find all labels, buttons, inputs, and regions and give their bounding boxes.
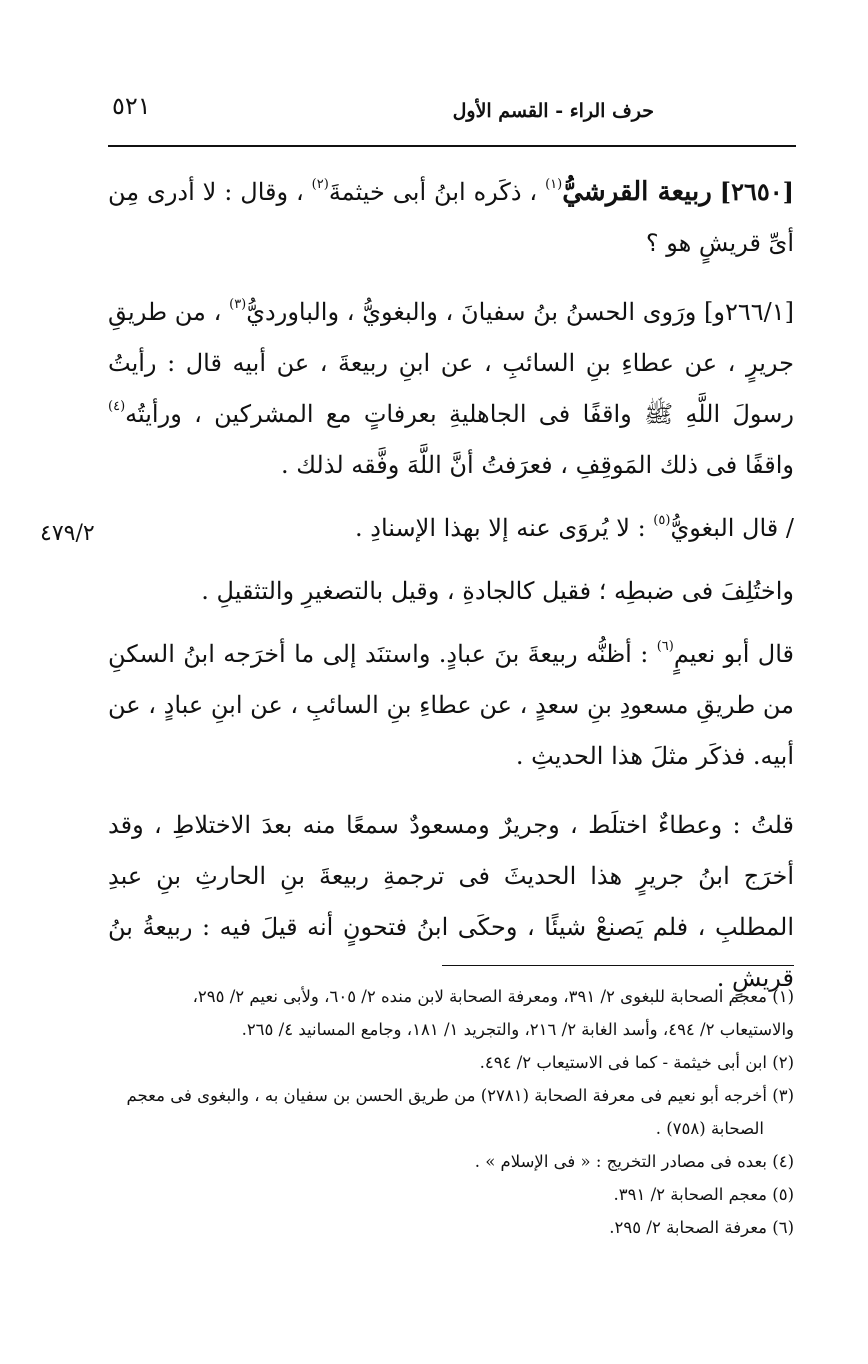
text-run: واقفًا فى ذلك المَوقِفِ ، فعرَفتُ أنَّ اللَّهَ وفَّقه لذلك . xyxy=(280,451,794,479)
footnote: (١) معجم الصحابة للبغوى ٢/ ٣٩١، ومعرفة الصحابة لابن منده ٢/ ٦٠٥، ولأبى نعيم ٢/ ٢٩٥، xyxy=(192,987,794,1006)
paragraph xyxy=(108,503,794,554)
footnote: (٥) معجم الصحابة ٢/ ٣٩١. xyxy=(613,1185,794,1204)
footnote-marker: (١) xyxy=(545,177,563,192)
chapter-title: حرف الراء - القسم الأول xyxy=(452,100,654,122)
footnotes xyxy=(100,980,794,1244)
entry-heading-paragraph xyxy=(108,166,794,269)
paragraph xyxy=(108,287,794,491)
entry-text xyxy=(108,166,794,1004)
footnote-marker: (٦) xyxy=(656,639,674,654)
text-run: ، من طريقِ جريرٍ ، عن عطاءِ بنِ السائبِ ، عن ابنِ ربيعةَ ، عن أبيه قال : رأيتُ رسولَ اللَّهِ ﷺ واقفًا فى الجاهليةِ بعرفاتٍ مع المشركين ، ورأيتُه xyxy=(108,298,794,428)
footnote: (٢) ابن أبى خيثمة - كما فى الاستيعاب ٢/ ٤٩٤. xyxy=(479,1053,794,1072)
text-run: / قال البغويُّ xyxy=(670,514,794,542)
footnote-marker: (٣) xyxy=(229,297,247,312)
text-run: : لا يُروَى عنه إلا بهذا الإسنادِ . xyxy=(355,514,646,542)
running-header xyxy=(108,92,794,132)
page-number: ٥٢١ xyxy=(112,92,151,120)
entry-name: ربيعة القرشيُّ xyxy=(562,177,712,207)
paragraph: قلتُ : وعطاءٌ اختلَط ، وجريرٌ ومسعودٌ سمعًا منه بعدَ الاختلاطِ ، وقد أخرَج ابنُ جريرٍ هذا الحديثَ فى ترجمةِ ربيعةَ بنِ الحارثِ بنِ عبدِ المطلبِ ، فلم يَصنعْ شيئًا ، وحكَى ابنُ فتحونٍ أنه قيلَ فيه : ربيعةُ بنُ قريشٍ . xyxy=(108,811,794,992)
footnote: (٤) بعده فى مصادر التخريج : « فى الإسلام » . xyxy=(474,1152,794,1171)
entry-number: [٢٦٥٠] xyxy=(719,177,794,206)
footnote-marker: (٥) xyxy=(653,513,671,528)
text-run: ، ذكَره ابنُ أبى خيثمةَ xyxy=(328,178,538,206)
header-rule xyxy=(108,145,796,147)
footnote: (٦) معرفة الصحابة ٢/ ٢٩٥. xyxy=(609,1218,794,1237)
footnote-continuation: الصحابة (٧٥٨) . xyxy=(655,1119,764,1138)
footnote-marker: (٤) xyxy=(108,399,126,414)
text-run: [٢٦٦/١و] ورَوى الحسنُ بنُ سفيانَ ، والبغويُّ ، والباورديُّ xyxy=(246,298,794,326)
margin-reference: ٤٧٩/٢ xyxy=(40,521,95,546)
text-run: قال أبو نعيمٍ xyxy=(673,640,795,668)
footnote-rule xyxy=(442,965,794,966)
paragraph: واختُلِفَ فى ضبطِه ؛ فقيل كالجادةِ ، وقيل بالتصغيرِ والتثقيلِ . xyxy=(201,577,794,605)
footnote-continuation: والاستيعاب ٢/ ٤٩٤، وأسد الغابة ٢/ ٢١٦، والتجريد ١/ ١٨١، وجامع المسانيد ٤/ ٢٦٥. xyxy=(241,1020,794,1039)
text-run: ، وقال : لا أدرى مِن أىِّ قريشٍ هو ؟ xyxy=(108,178,794,257)
paragraph xyxy=(108,629,794,782)
text-run: : أظنُّه ربيعةَ بنَ عبادٍ. واستنَد إلى ما أخرَجه ابنُ السكنِ من طريقِ مسعودِ بنِ سعدٍ ، عن عطاءِ بنِ السائبِ ، عن ابنِ عبادٍ ، عن أبيه. فذكَر مثلَ هذا الحديثِ . xyxy=(108,640,794,770)
footnote: (٣) أخرجه أبو نعيم فى معرفة الصحابة (٢٧٨١) من طريق الحسن بن سفيان به ، والبغوى فى معجم xyxy=(126,1086,794,1105)
footnote-marker: (٢) xyxy=(311,177,329,192)
